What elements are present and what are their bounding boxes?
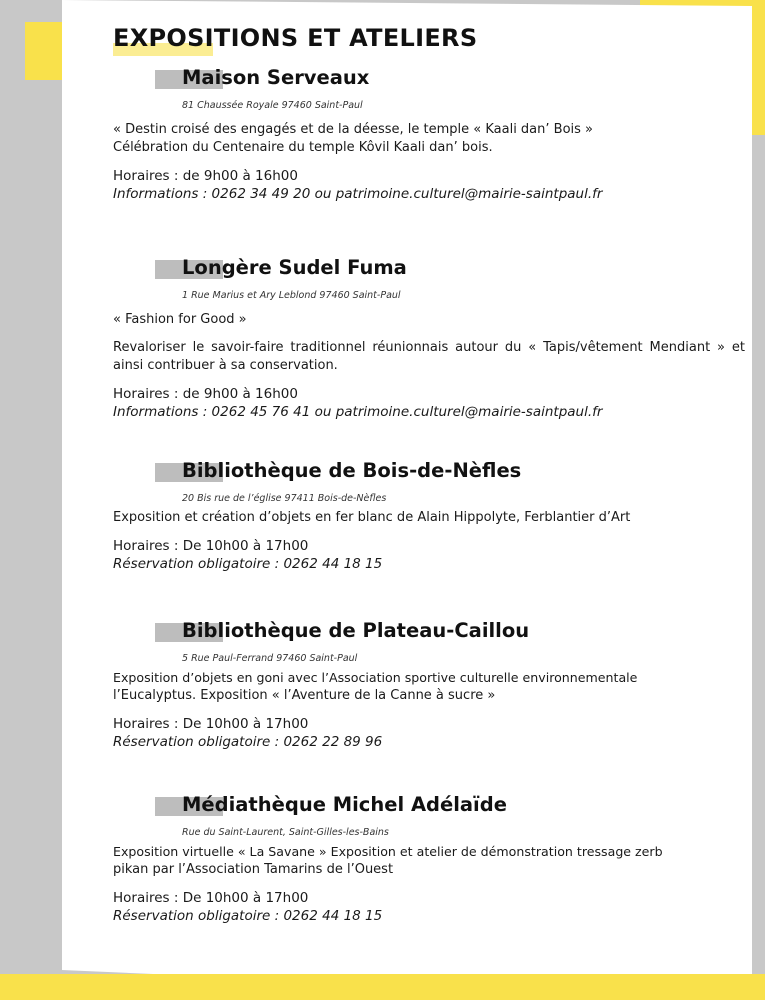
venue-heading bbox=[155, 256, 745, 282]
venue-section-maison-serveaux bbox=[113, 66, 745, 203]
venue-address: Rue du Saint-Laurent, Saint-Gilles-les-Bains bbox=[182, 827, 389, 838]
venue-section-longere-sudel-fuma bbox=[113, 256, 745, 421]
venue-contact-info: Informations : 0262 34 49 20 ou patrimoine.culturel@mairie-saintpaul.fr bbox=[113, 186, 603, 202]
venue-description-line: Célébration du Centenaire du temple Kôvil Kaali dan’ bois. bbox=[113, 140, 493, 155]
venue-hours: Horaires : de 9h00 à 16h00 bbox=[113, 386, 298, 402]
venue-subtitle: « Fashion for Good » bbox=[113, 312, 247, 327]
venue-heading bbox=[155, 66, 745, 92]
venue-hours: Horaires : De 10h00 à 17h00 bbox=[113, 716, 309, 732]
venue-description-line: « Destin croisé des engagés et de la déesse, le temple « Kaali dan’ Bois » bbox=[113, 122, 593, 137]
venue-heading bbox=[155, 619, 745, 645]
venue-address: 20 Bis rue de l’église 97411 Bois-de-Nèfles bbox=[182, 493, 387, 504]
decorative-yellow-strip-bottom bbox=[0, 974, 765, 1000]
venue-address: 81 Chaussée Royale 97460 Saint-Paul bbox=[182, 100, 363, 111]
venue-section-bibliotheque-bois-de-nefles bbox=[113, 459, 745, 573]
venue-description-line: Exposition d’objets en goni avec l’Association sportive culturelle environnementale bbox=[113, 670, 638, 685]
venue-name: Longère Sudel Fuma bbox=[182, 256, 407, 279]
venue-heading bbox=[155, 459, 745, 485]
venue-description: Revaloriser le savoir-faire traditionnel réunionnais autour du « Tapis/vêtement Mendiant » et ainsi contribuer à sa conservation. bbox=[113, 340, 745, 373]
venue-description-line: pikan par l’Association Tamarins de l’Ouest bbox=[113, 862, 394, 877]
venue-reservation-info: Réservation obligatoire : 0262 44 18 15 bbox=[113, 908, 383, 924]
venue-hours: Horaires : De 10h00 à 17h00 bbox=[113, 538, 309, 554]
venue-reservation-info: Réservation obligatoire : 0262 44 18 15 bbox=[113, 556, 383, 572]
venue-description-line: Exposition virtuelle « La Savane » Exposition et atelier de démonstration tressage zerb bbox=[113, 844, 663, 859]
venue-name: Bibliothèque de Plateau-Caillou bbox=[182, 619, 530, 642]
page-title: EXPOSITIONS ET ATELIERS bbox=[113, 24, 478, 52]
venue-section-bibliotheque-plateau-caillou bbox=[113, 619, 745, 751]
venue-heading bbox=[155, 793, 745, 819]
venue-address: 1 Rue Marius et Ary Leblond 97460 Saint-Paul bbox=[182, 290, 401, 301]
venue-hours: Horaires : De 10h00 à 17h00 bbox=[113, 890, 309, 906]
venue-name: Médiathèque Michel Adélaïde bbox=[182, 793, 507, 816]
venue-reservation-info: Réservation obligatoire : 0262 22 89 96 bbox=[113, 734, 383, 750]
venue-address: 5 Rue Paul-Ferrand 97460 Saint-Paul bbox=[182, 653, 358, 664]
venue-section-mediatheque-michel-adelaide bbox=[113, 793, 745, 925]
venue-description-line: l’Eucalyptus. Exposition « l’Aventure de la Canne à sucre » bbox=[113, 688, 496, 703]
venue-name: Maison Serveaux bbox=[182, 66, 370, 89]
venue-hours: Horaires : de 9h00 à 16h00 bbox=[113, 168, 298, 184]
venue-name: Bibliothèque de Bois-de-Nèfles bbox=[182, 459, 522, 482]
venue-description: Exposition et création d’objets en fer blanc de Alain Hippolyte, Ferblantier d’Art bbox=[113, 510, 631, 525]
venue-contact-info: Informations : 0262 45 76 41 ou patrimoine.culturel@mairie-saintpaul.fr bbox=[113, 404, 603, 420]
